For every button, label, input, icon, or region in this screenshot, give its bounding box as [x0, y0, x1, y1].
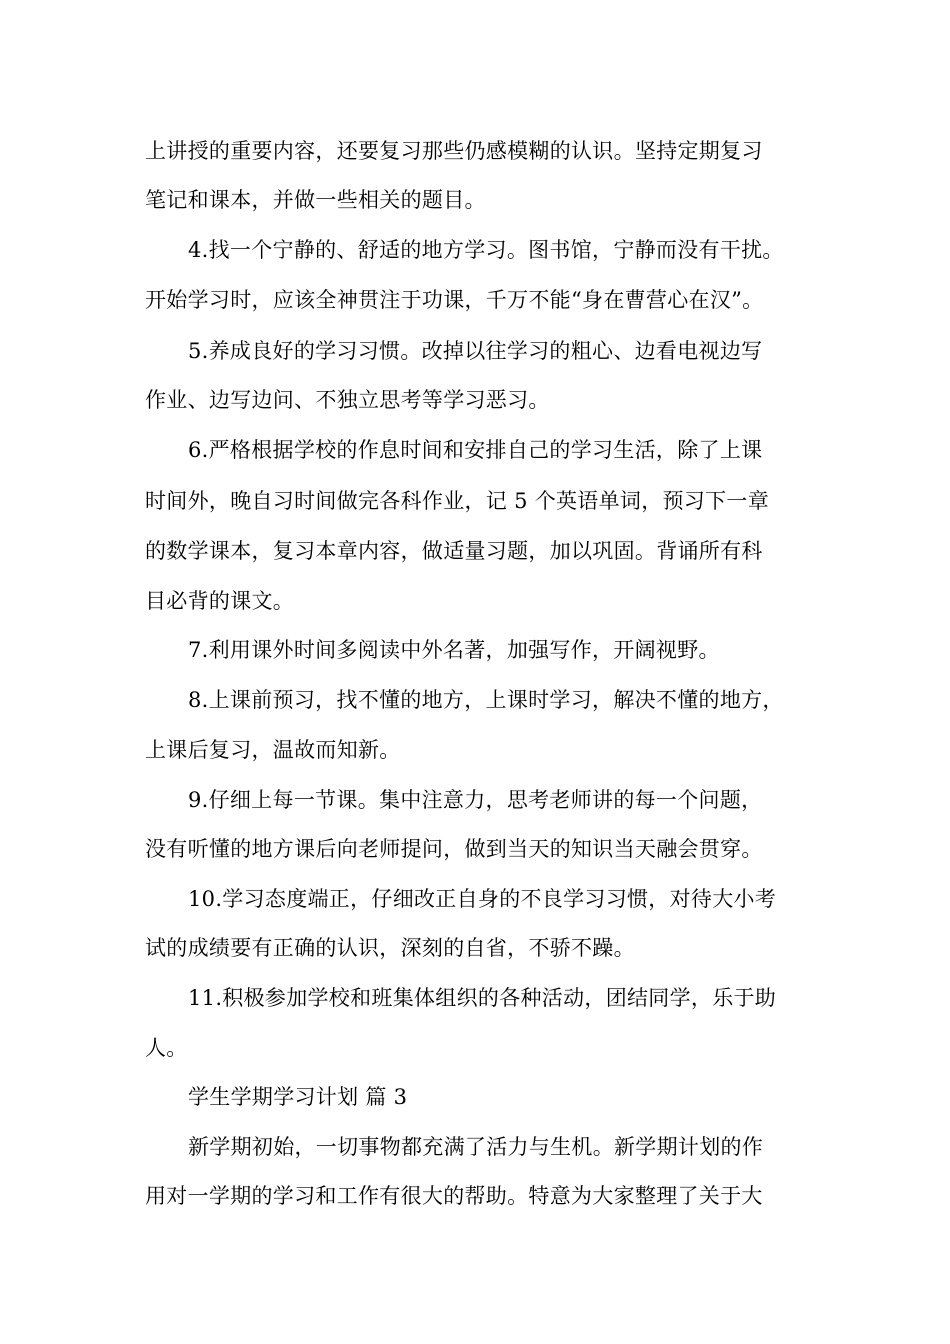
list-item-6-line: 时间外，晚自习时间做完各科作业，记 5 个英语单词，预习下一章: [145, 489, 770, 513]
list-item-10-line: 10.学习态度端正，仔细改正自身的不良学习习惯，对待大小考: [188, 887, 777, 911]
list-item-5-line: 作业、边写边问、不独立思考等学习恶习。: [145, 388, 550, 412]
list-item-9-line: 9.仔细上每一节课。集中注意力，思考老师讲的每一个问题，: [188, 788, 763, 812]
paragraph-line: 新学期初始，一切事物都充满了活力与生机。新学期计划的作: [188, 1135, 764, 1159]
section-heading: 学生学期学习计划 篇 3: [188, 1085, 408, 1109]
list-item-5-line: 5.养成良好的学习习惯。改掉以往学习的粗心、边看电视边写: [188, 339, 763, 363]
list-item-6-line: 6.严格根据学校的作息时间和安排自己的学习生活，除了上课: [188, 438, 763, 462]
list-item-11-line: 人。: [145, 1036, 188, 1060]
paragraph-line: 笔记和课本，并做一些相关的题目。: [145, 188, 486, 212]
list-item-10-line: 试的成绩要有正确的认识，深刻的自省，不骄不躁。: [145, 936, 635, 960]
list-item-8-line: 上课后复习，温故而知新。: [145, 738, 401, 762]
list-item-6-line: 目必背的课文。: [145, 589, 295, 613]
list-item-4-line: 4.找一个宁静的、舒适的地方学习。图书馆，宁静而没有干扰。: [188, 238, 784, 262]
list-item-7-line: 7.利用课外时间多阅读中外名著，加强写作，开阔视野。: [188, 638, 720, 662]
list-item-8-line: 8.上课前预习，找不懂的地方，上课时学习，解决不懂的地方，: [188, 688, 784, 712]
list-item-6-line: 的数学课本，复习本章内容，做适量习题，加以巩固。背诵所有科: [145, 539, 763, 563]
list-item-11-line: 11.积极参加学校和班集体组织的各种活动，团结同学，乐于助: [188, 986, 777, 1010]
list-item-9-line: 没有听懂的地方课后向老师提问，做到当天的知识当天融会贯穿。: [145, 837, 763, 861]
paragraph-line: 上讲授的重要内容，还要复习那些仍感模糊的认识。坚持定期复习: [145, 139, 763, 163]
list-item-4-line: 开始学习时，应该全神贯注于功课，千万不能“身在曹营心在汉”。: [145, 288, 764, 312]
paragraph-line: 用对一学期的学习和工作有很大的帮助。特意为大家整理了关于大: [145, 1184, 763, 1208]
